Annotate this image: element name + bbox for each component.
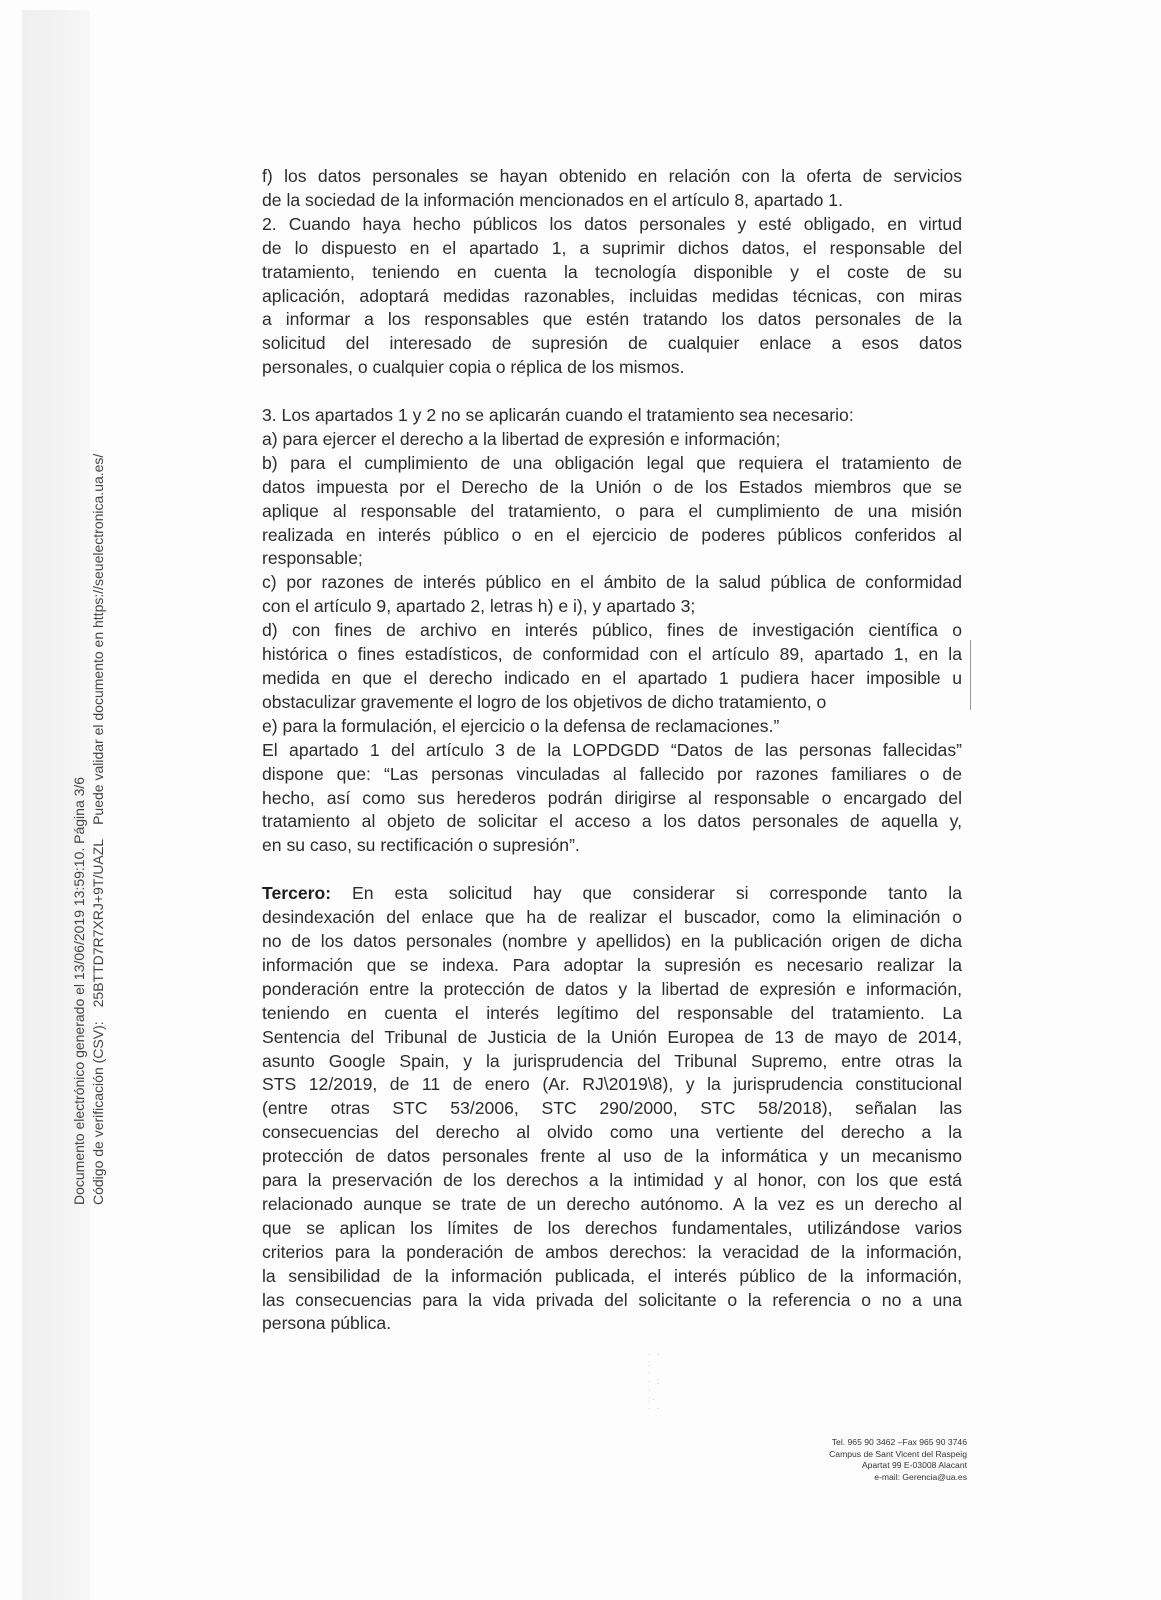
- text-line: para la preservación de los derechos a la intimidad y al honor, con los que está: [262, 1170, 962, 1191]
- text-line: obstaculizar gravemente el logro de los objetivos de dicho tratamiento, o: [262, 691, 827, 712]
- text-line: consecuencias del derecho al olvido como una vertiente del derecho a la: [262, 1122, 962, 1143]
- footer-phone: Tel. 965 90 3462 –Fax 965 90 3746: [831, 1437, 967, 1447]
- text-line: responsable;: [262, 548, 363, 569]
- text-line: tratamiento al objeto de solicitar el acceso a los datos personales de aquella y,: [262, 811, 962, 832]
- text-line: protección de datos personales frente al uso de la informática y un mecanismo: [262, 1146, 962, 1167]
- text-line: medida en que el derecho indicado en el apartado 1 pudiera hacer imposible u: [262, 668, 962, 689]
- csv-label: Código de verificación (CSV):: [90, 1021, 106, 1205]
- text-line: con el artículo 9, apartado 2, letras h) e i), y apartado 3;: [262, 596, 696, 617]
- text-line: datos impuesta por el Derecho de la Unión o de los Estados miembros que se: [262, 476, 962, 497]
- verification-stamp: [70, 454, 108, 1205]
- text-line: a informar a los responsables que estén tratando los datos personales de la: [262, 309, 962, 330]
- text-line: e) para la formulación, el ejercicio o la defensa de reclamaciones.”: [262, 715, 780, 736]
- document-body: [262, 165, 962, 1336]
- footer-email[interactable]: e-mail: Gerencia@ua.es: [874, 1471, 967, 1482]
- text-line: aplicación, adoptará medidas razonables, incluidas medidas técnicas, con miras: [262, 285, 962, 306]
- text-line: relacionado aunque se trate de un derecho autónomo. A la vez es un derecho al: [262, 1193, 962, 1214]
- paragraph-gap: [262, 380, 962, 404]
- text-line: persona pública.: [262, 1313, 392, 1334]
- text-line: asunto Google Spain, y la jurisprudencia del Tribunal Supremo, entre otras la: [262, 1050, 962, 1071]
- footer-campus: Campus de Sant Vicent del Raspeig: [829, 1448, 967, 1459]
- text-line: ponderación entre la protección de datos y la libertad de expresión e información,: [262, 978, 962, 999]
- text-line: hecho, así como sus herederos podrán dirigirse al responsable o encargado del: [262, 787, 962, 808]
- text-line: f) los datos personales se hayan obtenido en relación con la oferta de servicios: [262, 166, 962, 186]
- text-line: STS 12/2019, de 11 de enero (Ar. RJ\2019\8), y la jurisprudencia constitucional: [262, 1074, 962, 1095]
- text-span: En esta solicitud hay que considerar si corresponde tanto la: [331, 883, 962, 904]
- text-line: [262, 882, 962, 906]
- scan-mark: [970, 640, 971, 710]
- text-line: la sensibilidad de la información publicada, el interés público de la información,: [262, 1265, 962, 1286]
- validation-url[interactable]: Puede validar el documento en https://seuelectronica.ua.es/: [90, 453, 106, 825]
- text-line: realizada en interés público o en el ejercicio de poderes públicos conferidos al: [262, 524, 962, 545]
- verification-line-2: [89, 454, 108, 1205]
- text-line: las consecuencias para la vida privada del solicitante o la referencia o no a una: [262, 1289, 962, 1310]
- paragraph-gap: [262, 858, 962, 882]
- text-line: en su caso, su rectificación o supresión”.: [262, 835, 580, 856]
- footer-address: Apartat 99 E-03008 Alacant: [861, 1460, 967, 1470]
- text-line: de la sociedad de la información mencionados en el artículo 8, apartado 1.: [262, 189, 843, 210]
- scan-specks: · · : · · : · :· · ·: [648, 1350, 662, 1413]
- text-line: d) con fines de archivo en interés público, fines de investigación científica o: [262, 620, 962, 641]
- text-line: aplique al responsable del tratamiento, o para el cumplimiento de una misión: [262, 500, 962, 521]
- text-line: dispone que: “Las personas vinculadas al fallecido por razones familiares o de: [262, 763, 962, 784]
- text-line: que se aplican los límites de los derechos fundamentales, utilizándose varios: [262, 1217, 962, 1238]
- footer-contact: [829, 1437, 967, 1483]
- text-line: de lo dispuesto en el apartado 1, a suprimir dichos datos, el responsable del: [262, 237, 962, 258]
- text-line: histórica o fines estadísticos, de conformidad con el artículo 89, apartado 1, en la: [262, 644, 962, 665]
- text-line: no de los datos personales (nombre y apellidos) en la publicación origen de dicha: [262, 930, 962, 951]
- text-line: tratamiento, teniendo en cuenta la tecnología disponible y el coste de su: [262, 261, 962, 282]
- section-heading-tercero: Tercero:: [262, 883, 332, 904]
- text-line: personales, o cualquier copia o réplica de los mismos.: [262, 357, 685, 378]
- text-line: (entre otras STC 53/2006, STC 290/2000, STC 58/2018), señalan las: [262, 1098, 962, 1119]
- text-line: información que se indexa. Para adoptar la supresión es necesario realizar la: [262, 954, 962, 975]
- text-line: criterios para la ponderación de ambos derechos: la veracidad de la información,: [262, 1241, 962, 1262]
- text-line: b) para el cumplimiento de una obligación legal que requiera el tratamiento de: [262, 452, 962, 473]
- text-line: c) por razones de interés público en el ámbito de la salud pública de conformidad: [262, 572, 962, 593]
- text-line: a) para ejercer el derecho a la libertad de expresión e información;: [262, 428, 781, 449]
- text-line: El apartado 1 del artículo 3 de la LOPDGDD “Datos de las personas fallecidas”: [262, 739, 962, 760]
- text-line: solicitud del interesado de supresión de cualquier enlace a esos datos: [262, 333, 962, 354]
- csv-code: 25BTTD7R7XRJ+9T/UAZL: [90, 838, 106, 1008]
- text-line: 2. Cuando haya hecho públicos los datos personales y esté obligado, en virtud: [262, 213, 962, 234]
- text-line: teniendo en cuenta el interés legítimo del responsable del tratamiento. La: [262, 1002, 962, 1023]
- verification-line-1: Documento electrónico generado el 13/06/2019 13:59:10. Página 3/6: [71, 776, 87, 1205]
- text-line: 3. Los apartados 1 y 2 no se aplicarán cuando el tratamiento sea necesario:: [262, 405, 854, 426]
- text-line: Sentencia del Tribunal de Justicia de la Unión Europea de 13 de mayo de 2014,: [262, 1026, 962, 1047]
- text-line: desindexación del enlace que ha de realizar el buscador, como la eliminación o: [262, 907, 962, 928]
